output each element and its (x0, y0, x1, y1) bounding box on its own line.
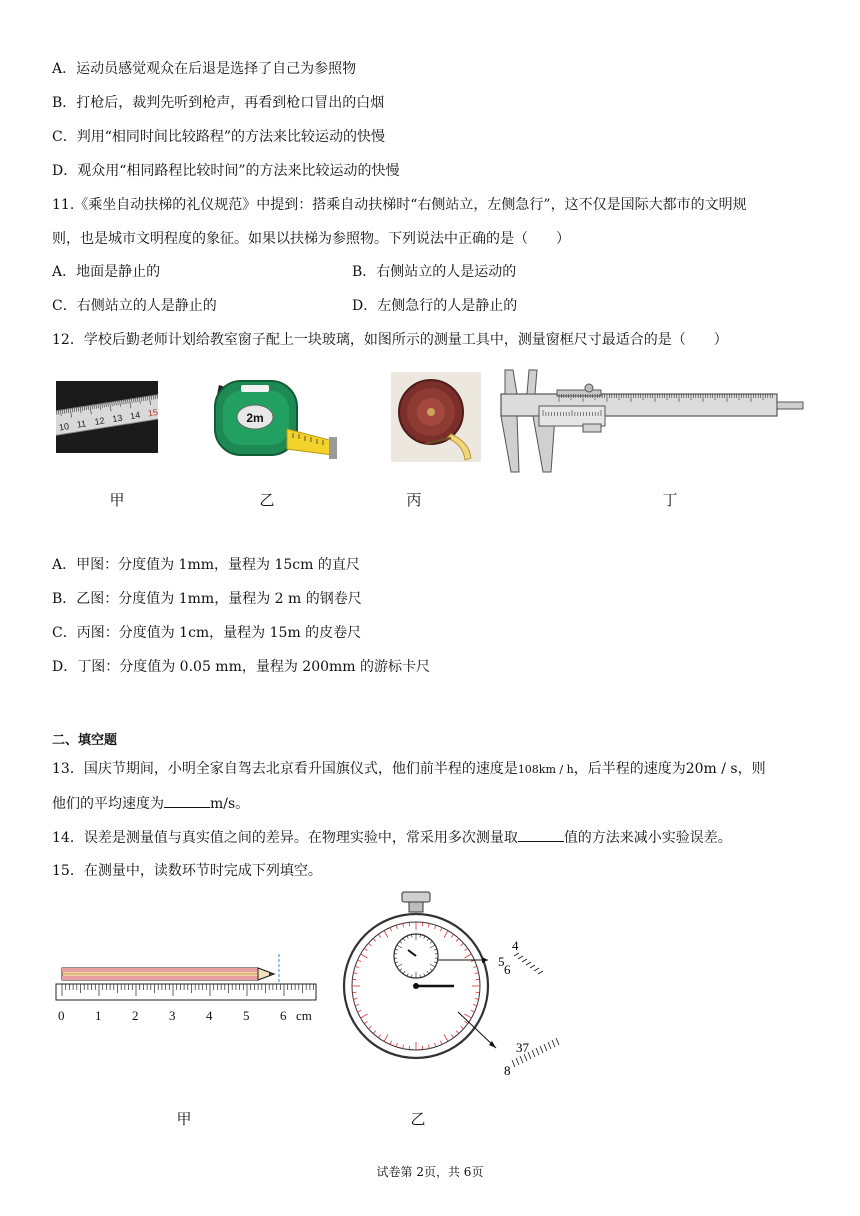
ruler-label: 12 (93, 415, 106, 427)
q10-option-d: D．观众用“相同路程比较时间”的方法来比较运动的快慢 (52, 163, 400, 179)
zoom-top-label-5: 5 (498, 954, 505, 969)
q13-text-part2: ，后半程的速度为 (573, 761, 686, 777)
q12-option-d: D．丁图：分度值为 0.05 mm，量程为 200mm 的游标卡尺 (52, 659, 431, 675)
section-2-title: 二、填空题 (52, 733, 118, 748)
zoom-top-tick (530, 965, 535, 968)
q14-text-part2: 值的方法来减小实验误差。 (563, 830, 732, 846)
q15-caption-yi: 乙 (410, 1110, 426, 1128)
q11-option-d: D．左侧急行的人是静止的 (352, 298, 518, 314)
zoom-bottom-tick (548, 1042, 551, 1049)
zoom-top-tick (518, 956, 523, 959)
zoom-bottom-tick (512, 1060, 515, 1067)
q13-text-part1: 13．国庆节期间，小明全家自驾去北京看升国旗仪式，他们前半程的速度是 (52, 761, 518, 777)
q11-stem-line2: 则，也是城市文明程度的象征。如果以扶梯为参照物。下列说法中正确的是（ ） (52, 231, 570, 247)
ruler-label: 11 (76, 418, 87, 430)
zoom-bottom-tick (536, 1048, 539, 1055)
q13-stem-line2 (52, 793, 249, 814)
cm-ruler-label: 1 (95, 1008, 102, 1023)
q11-option-a: A．地面是静止的 (52, 264, 161, 280)
ruler-label: 10 (58, 421, 70, 433)
zoom-top-label-6: 6 (504, 962, 511, 977)
q15-stem: 15．在测量中，读数环节时完成下列填空。 (52, 863, 322, 879)
zoom-bottom-tick (532, 1050, 535, 1057)
ruler-label: 15 (147, 407, 158, 419)
q12-option-c: C．丙图：分度值为 1cm，量程为 15m 的皮卷尺 (52, 625, 362, 641)
q14-text-part1: 14．误差是测量值与真实值之间的差异。在物理实验中，常采用多次测量取 (52, 830, 518, 846)
zoom-bottom-tick (520, 1056, 523, 1063)
zoom-top-tick (534, 968, 539, 971)
q12-caption-jia: 甲 (109, 491, 125, 509)
cm-ruler-label: 2 (132, 1008, 139, 1023)
zoom-bottom-tick (516, 1058, 519, 1065)
zoom-bottom-tick (544, 1044, 547, 1051)
zoom-top-tick (522, 959, 527, 962)
q11-option-b: B．右侧站立的人是运动的 (352, 264, 517, 280)
cm-ruler-label: 0 (58, 1008, 65, 1023)
q11-stem-line1: 11.《乘坐自动扶梯的礼仪规范》中提到：搭乘自动扶梯时“右侧站立，左侧急行”，这不仅是国际大都市的文明规 (52, 197, 747, 213)
cm-ruler-label: 6 (280, 1008, 287, 1023)
q10-option-b: B．打枪后，裁判先听到枪声，再看到枪口冒出的白烟 (52, 95, 385, 111)
zoom-top-tick (538, 971, 543, 974)
zoom-bottom-tick (540, 1046, 543, 1053)
q13-stem-line1 (52, 759, 766, 780)
steel-tape-measure-image (201, 371, 341, 467)
q13-text-part3: ，则 (737, 761, 766, 777)
ruler-label: 14 (129, 409, 141, 422)
vernier-caliper-image (499, 368, 807, 476)
stopwatch-figure (336, 890, 566, 1080)
q12-stem: 12．学校后勤老师计划给教室窗子配上一块玻璃，如图所示的测量工具中，测量窗框尺寸最适合的是（ ） (52, 332, 728, 348)
cm-ruler-label: 5 (243, 1008, 250, 1023)
q12-option-b: B．乙图：分度值为 1mm，量程为 2 m 的钢卷尺 (52, 591, 362, 607)
q10-option-a: A．运动员感觉观众在后退是选择了自己为参照物 (52, 61, 357, 77)
q13-speed-second-half: 20m / s (685, 761, 738, 777)
zoom-top-tick (514, 953, 519, 956)
q13-answer-blank[interactable] (164, 793, 210, 808)
q13-text-line2a: 他们的平均速度为 (52, 796, 164, 812)
q12-caption-yi: 乙 (259, 491, 275, 509)
q11-option-c: C．右侧站立的人是静止的 (52, 298, 217, 314)
zoom-bottom-label-8: 8 (504, 1063, 511, 1078)
zoom-bottom-tick (524, 1054, 527, 1061)
leather-tape-measure-image (391, 372, 481, 462)
steel-ruler-photo (56, 381, 158, 453)
zoom-top-tick (526, 962, 531, 965)
q15-caption-jia: 甲 (176, 1110, 192, 1128)
q12-option-a: A．甲图：分度值为 1mm，量程为 15cm 的直尺 (52, 557, 360, 573)
zoom-top-label-4: 4 (512, 938, 519, 953)
q13-text-line2b: m/s。 (210, 796, 250, 812)
tape-size-label: 2m (246, 411, 264, 425)
zoom-bottom-tick (556, 1038, 559, 1045)
q14-stem (52, 827, 732, 848)
cm-ruler-label: 3 (169, 1008, 176, 1023)
zoom-bottom-label-37: 37 (516, 1040, 529, 1055)
q10-option-c: C．判用“相同时间比较路程”的方法来比较运动的快慢 (52, 129, 386, 145)
cm-ruler-label: cm (296, 1008, 312, 1023)
q12-caption-ding: 丁 (662, 491, 678, 509)
ruler-label: 13 (111, 412, 124, 425)
q12-caption-bing: 丙 (406, 491, 422, 509)
page-footer: 试卷第 2页，共 6页 (376, 1165, 484, 1179)
zoom-bottom-tick (552, 1040, 555, 1047)
q14-answer-blank[interactable] (518, 827, 564, 842)
cm-ruler-label: 4 (206, 1008, 213, 1023)
pencil-ruler-figure (52, 948, 320, 1030)
q13-speed-first-half: 108km / h (517, 763, 574, 776)
